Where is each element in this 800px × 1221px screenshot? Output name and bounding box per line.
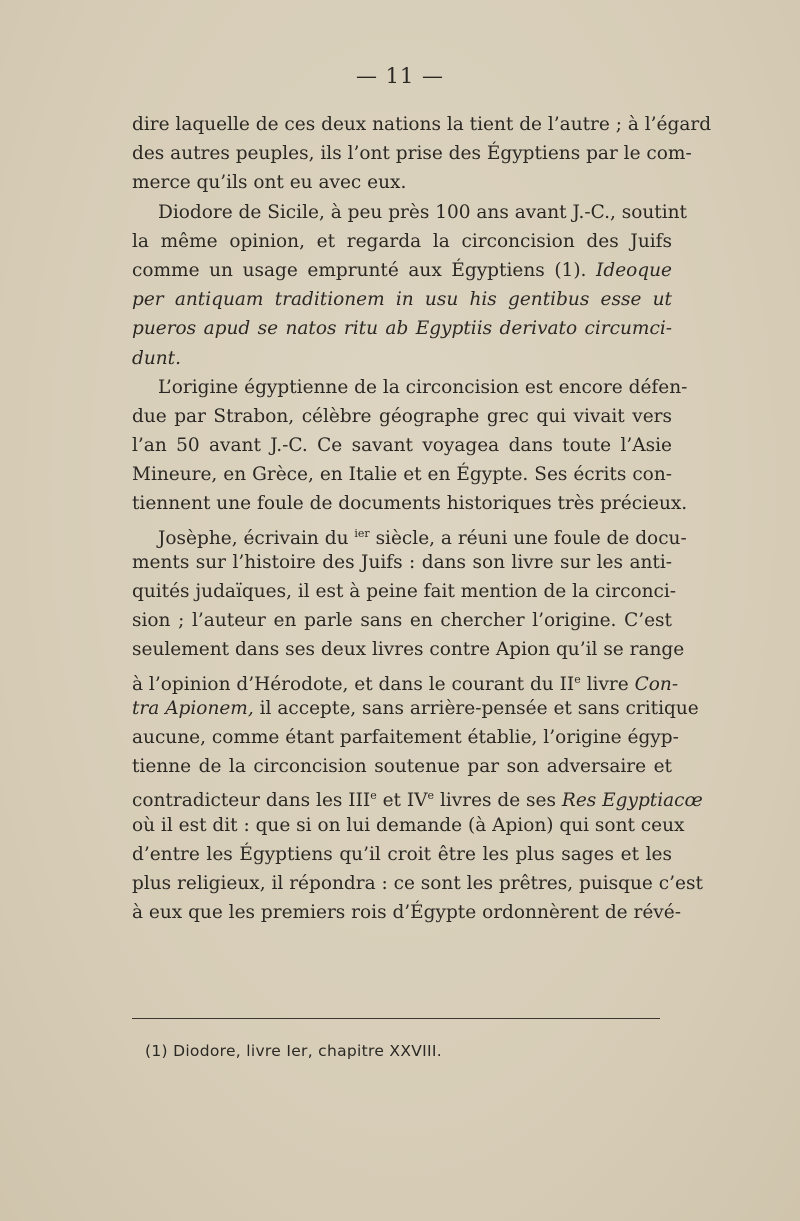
text-line: la même opinion, et regarda la circoncision des Juifs <box>132 230 672 252</box>
text-line: où il est dit : que si on lui demande (à Apion) qui sont ceux <box>132 814 685 836</box>
text-line: à l’opinion d’Hérodote, et dans le courant du IIe livre Con- <box>132 672 679 695</box>
text-line: merce qu’ils ont eu avec eux. <box>132 172 407 194</box>
paragraph-start-line: Josèphe, écrivain du $^{ier}$ siècle, a réuni une foule de docu- <box>158 526 687 549</box>
page-number: — 11 — <box>355 64 445 88</box>
text-line: tiennent une foule de documents historiques très précieux. <box>132 493 688 515</box>
text-line: à eux que les premiers rois d’Égypte ordonnèrent de révé- <box>132 902 681 924</box>
text-line: Mineure, en Grèce, en Italie et en Égypte. Ses écrits con- <box>132 464 672 486</box>
text-line: contradicteur dans les IIIe et IVe livres de ses Res Egyptiacœ <box>132 789 703 812</box>
text-line: tra Apionem, il accepte, sans arrière-pensée et sans critique <box>132 697 699 719</box>
text-line: comme un usage emprunté aux Égyptiens (1). Ideoque <box>132 259 672 281</box>
paragraph-start-line: L’origine égyptienne de la circoncision est encore défen- <box>158 376 688 398</box>
text-line: plus religieux, il répondra : ce sont les prêtres, puisque c’est <box>132 872 703 894</box>
body-text <box>132 110 712 927</box>
latin-quote-line: pueros apud se natos ritu ab Egyptiis derivato circumci- <box>132 318 672 340</box>
latin-quote-line: dunt. <box>132 347 181 369</box>
latin-quote-line: per antiquam traditionem in usu his gentibus esse ut <box>132 289 672 311</box>
footnote: (1) Diodore, livre Ier, chapitre XXVIII. <box>145 1042 443 1060</box>
text-line: dire laquelle de ces deux nations la tient de l’autre ; à l’égard <box>132 114 712 135</box>
paragraph-start-line: Diodore de Sicile, à peu près 100 ans avant J.-C., soutint <box>158 201 687 223</box>
text-line: seulement dans ses deux livres contre Apion qu’il se range <box>132 639 685 661</box>
text-line: des autres peuples, ils l’ont prise des Égyptiens par le com- <box>132 143 692 165</box>
text-line: aucune, comme étant parfaitement établie, l’origine égyp- <box>132 726 679 748</box>
text-line: sion ; l’auteur en parle sans en chercher l’origine. C’est <box>132 610 672 632</box>
text-line: tienne de la circoncision soutenue par son adversaire et <box>132 756 672 778</box>
text-line: quités judaïques, il est à peine fait mention de la circonci- <box>132 581 677 602</box>
footnote-rule <box>132 1018 660 1019</box>
text-line: l’an 50 avant J.-C. Ce savant voyagea dans toute l’Asie <box>132 435 672 457</box>
text-line: ments sur l’histoire des Juifs : dans son livre sur les anti- <box>132 551 672 573</box>
text-line: d’entre les Égyptiens qu’il croit être les plus sages et les <box>132 843 672 865</box>
text-line: due par Strabon, célèbre géographe grec qui vivait vers <box>132 405 672 427</box>
